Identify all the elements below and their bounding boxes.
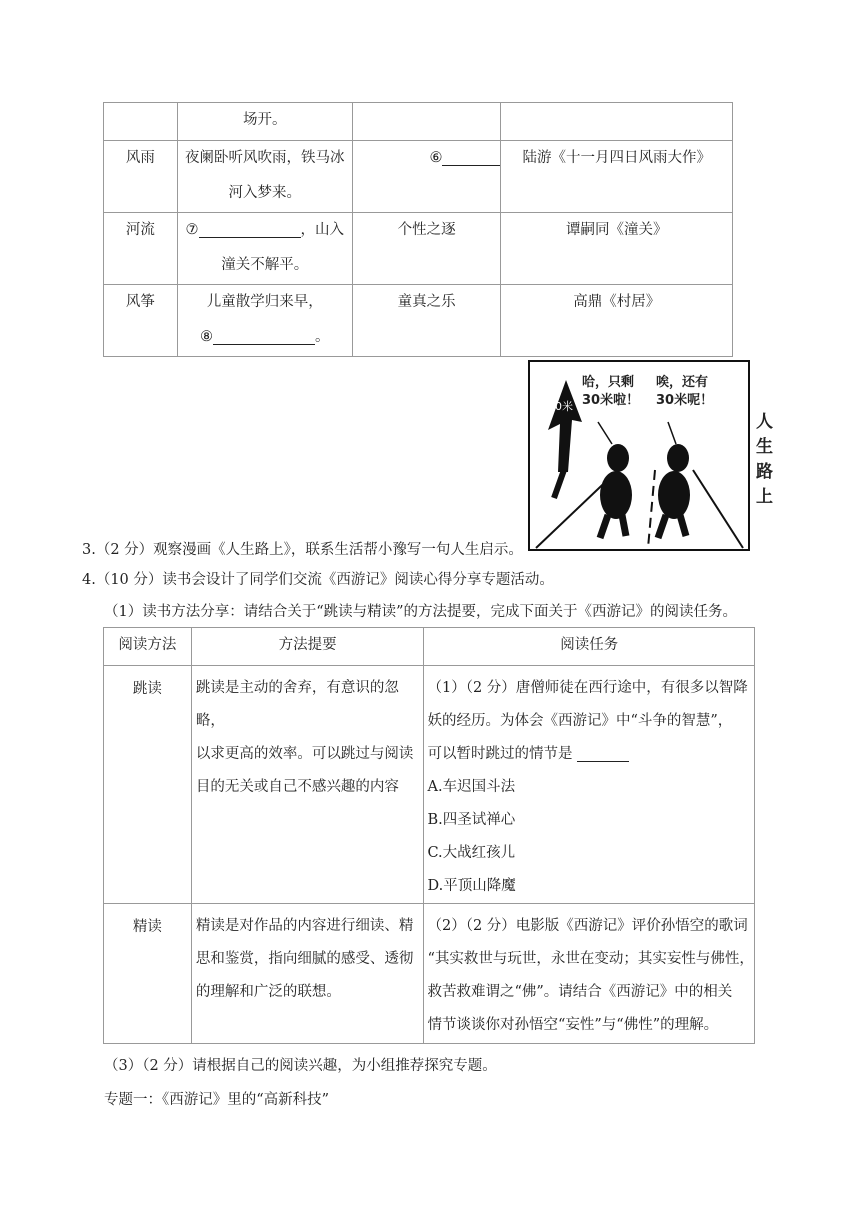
table-cell <box>352 103 501 141</box>
blank-number: ⑥ <box>429 150 443 166</box>
tips-line: 思和鉴赏，指向细腻的感受、透彻 <box>195 951 414 967</box>
speech-bubble-left <box>582 374 639 410</box>
title-char: 路 <box>756 462 773 482</box>
poem-line: 潼关不解平。 <box>221 257 309 273</box>
speech-bubble-right <box>656 374 713 410</box>
option-b[interactable]: B.四圣试禅心 <box>427 812 516 828</box>
tips-line: 以求更高的效率。可以跳过与阅读 <box>195 746 414 762</box>
header-task: 阅读任务 <box>424 628 755 666</box>
task-cell <box>424 666 755 904</box>
task-text: 可以暂时跳过的情节是 <box>427 746 573 762</box>
theme-cell: 河流 <box>104 213 178 285</box>
poem-line <box>178 320 352 355</box>
fill-blank[interactable] <box>442 151 500 166</box>
question-3: 3.（2 分）观察漫画《人生路上》，联系生活帮小豫写一句人生启示。 <box>82 542 523 558</box>
table-cell <box>104 103 178 141</box>
poem-text: ，山入 <box>300 222 345 238</box>
task-line: 妖的经历。为体会《西游记》中“斗争的智慧”， <box>427 713 733 729</box>
header-method: 阅读方法 <box>104 628 192 666</box>
poem-line: 儿童散学归来早， <box>206 294 323 310</box>
header-tips: 方法提要 <box>191 628 424 666</box>
blank-number: ⑧ <box>200 329 214 345</box>
method-cell: 精读 <box>104 904 192 1044</box>
bubble-line: 哈，只剩 <box>582 375 635 390</box>
poem-text: 。 <box>315 329 330 345</box>
source-cell: 高鼎《村居》 <box>501 285 733 357</box>
tips-line: 的理解和广泛的联想。 <box>195 984 341 1000</box>
table-row <box>104 213 733 285</box>
meaning-cell: 个性之逐 <box>352 213 501 285</box>
table-row <box>104 103 733 141</box>
task-line: （2）（2 分）电影版《西游记》评价孙悟空的歌词 <box>427 918 748 934</box>
blank-cell <box>352 141 501 213</box>
title-char: 人 <box>756 412 773 432</box>
poem-cell <box>177 285 352 357</box>
bubble-line: 唉，还有 <box>656 375 709 390</box>
bubble-line: 30米啦！ <box>582 393 640 408</box>
question-4-3: （3）（2 分）请根据自己的阅读兴趣，为小组推荐探究专题。 <box>104 1058 497 1074</box>
task-line: 情节谈谈你对孙悟空“妄性”与“佛性”的理解。 <box>427 1017 719 1033</box>
tips-line: 跳读是主动的舍弃，有意识的忽略， <box>195 680 399 729</box>
option-a[interactable]: A.车迟国斗法 <box>427 779 516 795</box>
bubble-line: 30米呢！ <box>656 393 714 408</box>
poem-line: 夜阑卧听风吹雨，铁马冰 <box>185 150 345 166</box>
reading-table <box>103 627 755 1044</box>
task-line: “其实救世与玩世，永世在变动；其实妄性与佛性， <box>427 951 754 967</box>
table-row <box>104 141 733 213</box>
table-cell <box>501 103 733 141</box>
table-row <box>104 285 733 357</box>
poem-cell <box>177 103 352 141</box>
blank-number: ⑦ <box>185 222 199 238</box>
option-c[interactable]: C.大战红孩儿 <box>427 845 516 861</box>
poem-cell <box>177 213 352 285</box>
fill-blank[interactable] <box>213 330 315 345</box>
table-row <box>104 904 755 1044</box>
method-cell: 跳读 <box>104 666 192 904</box>
table-header-row <box>104 628 755 666</box>
source-cell: 陆游《十一月四日风雨大作》 <box>501 141 733 213</box>
tips-cell <box>191 666 424 904</box>
task-line: （1）（2 分）唐僧师徒在西行途中，有很多以智降 <box>427 680 748 696</box>
title-char: 生 <box>756 437 773 457</box>
theme-cell: 风雨 <box>104 141 178 213</box>
tips-line: 精读是对作品的内容进行细读、精 <box>195 918 414 934</box>
poem-table <box>103 102 733 357</box>
question-4: 4.（10 分）读书会设计了同学们交流《西游记》阅读心得分享专题活动。 <box>82 572 554 588</box>
meaning-cell: 童真之乐 <box>352 285 501 357</box>
poem-line <box>178 213 352 248</box>
task-cell <box>424 904 755 1044</box>
table-row <box>104 666 755 904</box>
cartoon-life-road <box>528 360 784 552</box>
title-char: 上 <box>756 487 773 507</box>
tips-line: 目的无关或自己不感兴趣的内容 <box>195 779 399 795</box>
task-line <box>427 738 754 771</box>
answer-blank[interactable] <box>577 747 629 762</box>
topic-1: 专题一：《西游记》里的“高新科技” <box>104 1092 330 1108</box>
poem-line: 河入梦来。 <box>228 185 302 201</box>
cartoon-title <box>756 410 773 510</box>
poem-line: 场开。 <box>243 112 287 128</box>
poem-cell <box>177 141 352 213</box>
tips-cell <box>191 904 424 1044</box>
theme-cell: 风筝 <box>104 285 178 357</box>
fill-blank[interactable] <box>199 223 301 238</box>
source-cell: 谭嗣同《潼关》 <box>501 213 733 285</box>
road-sign-label: 30米 <box>548 400 573 413</box>
option-d[interactable]: D.平顶山降魔 <box>427 878 516 894</box>
question-4-1: （1）读书方法分享：请结合关于“跳读与精读”的方法提要，完成下面关于《西游记》的阅读任务。 <box>104 604 738 620</box>
task-line: 救苦救难谓之“佛”。请结合《西游记》中的相关 <box>427 984 733 1000</box>
